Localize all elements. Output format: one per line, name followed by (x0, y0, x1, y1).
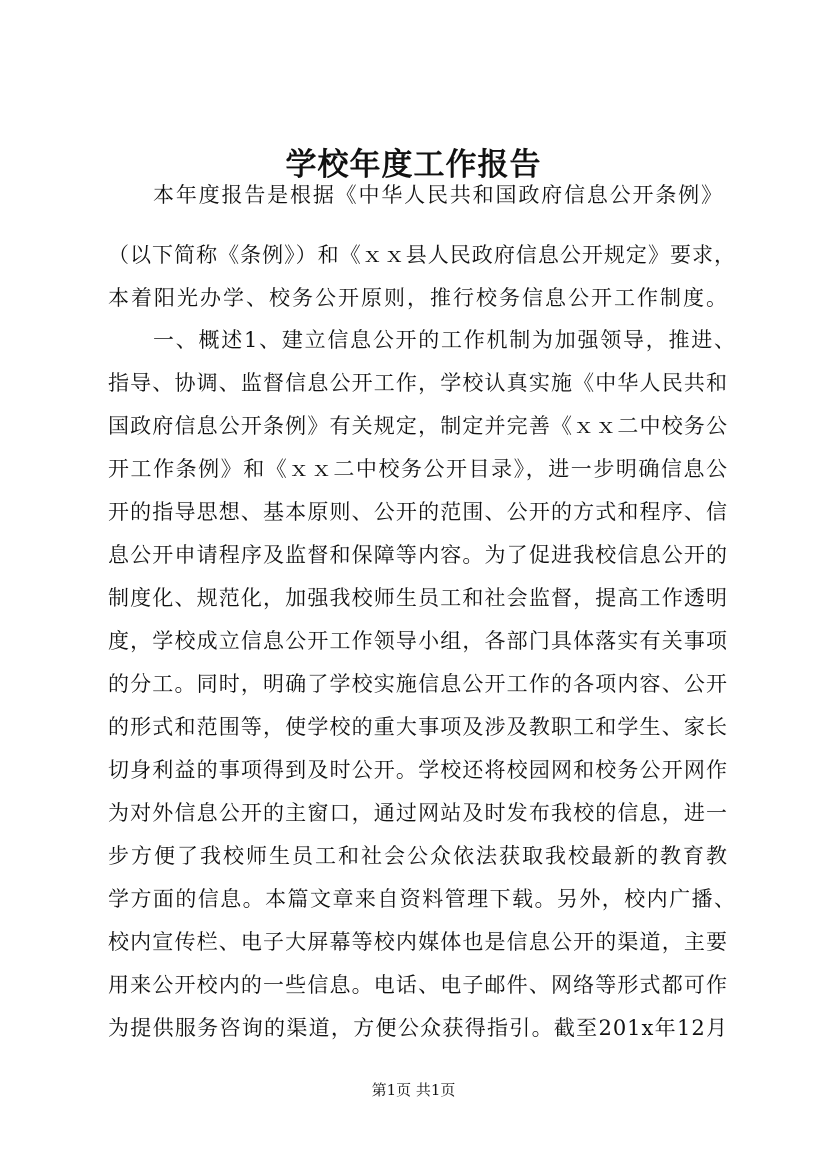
body-line: （以下简称《条例》）和《ｘｘ县人民政府信息公开规定》要求， (108, 243, 736, 267)
body-line: 用来公开校内的一些信息。电话、电子邮件、网络等形式都可作 (108, 973, 728, 997)
body-line: 制度化、规范化，加强我校师生员工和社会监督，提高工作透明 (108, 586, 728, 610)
body-line: 息公开申请程序及监督和保障等内容。为了促进我校信息公开的 (108, 543, 728, 567)
body-line: 步方便了我校师生员工和社会公众依法获取我校最新的教育教 (108, 844, 728, 868)
body-line: 开的指导思想、基本原则、公开的范围、公开的方式和程序、信 (108, 500, 728, 524)
body-line: 为提供服务咨询的渠道，方便公众获得指引。截至201x年12月 (108, 1016, 728, 1040)
body-line: 切身利益的事项得到及时公开。学校还将校园网和校务公开网作 (108, 758, 728, 782)
body-line: 本年度报告是根据《中华人民共和国政府信息公开条例》 (153, 183, 723, 207)
body-line: 学方面的信息。本篇文章来自资料管理下载。另外，校内广播、 (108, 887, 736, 911)
body-line: 国政府信息公开条例》有关规定，制定并完善《ｘｘ二中校务公 (108, 414, 728, 438)
body-line: 为对外信息公开的主窗口，通过网站及时发布我校的信息，进一 (108, 801, 728, 825)
body-line: 一、概述1、建立信息公开的工作机制为加强领导，推进、 (153, 328, 736, 352)
page-number-footer: 第1页 共1页 (371, 1081, 456, 1099)
document-title: 学校年度工作报告 (285, 147, 542, 183)
body-line: 开工作条例》和《ｘｘ二中校务公开目录》，进一步明确信息公 (108, 457, 728, 481)
body-line: 本着阳光办学、校务公开原则，推行校务信息公开工作制度。 (108, 286, 728, 310)
body-line: 的形式和范围等，使学校的重大事项及涉及教职工和学生、家长 (108, 715, 728, 739)
body-line: 度，学校成立信息公开工作领导小组，各部门具体落实有关事项 (108, 629, 728, 653)
body-line: 校内宣传栏、电子大屏幕等校内媒体也是信息公开的渠道，主要 (108, 930, 728, 954)
body-line: 的分工。同时，明确了学校实施信息公开工作的各项内容、公开 (108, 672, 728, 696)
body-line: 指导、协调、监督信息公开工作，学校认真实施《中华人民共和 (108, 371, 728, 395)
